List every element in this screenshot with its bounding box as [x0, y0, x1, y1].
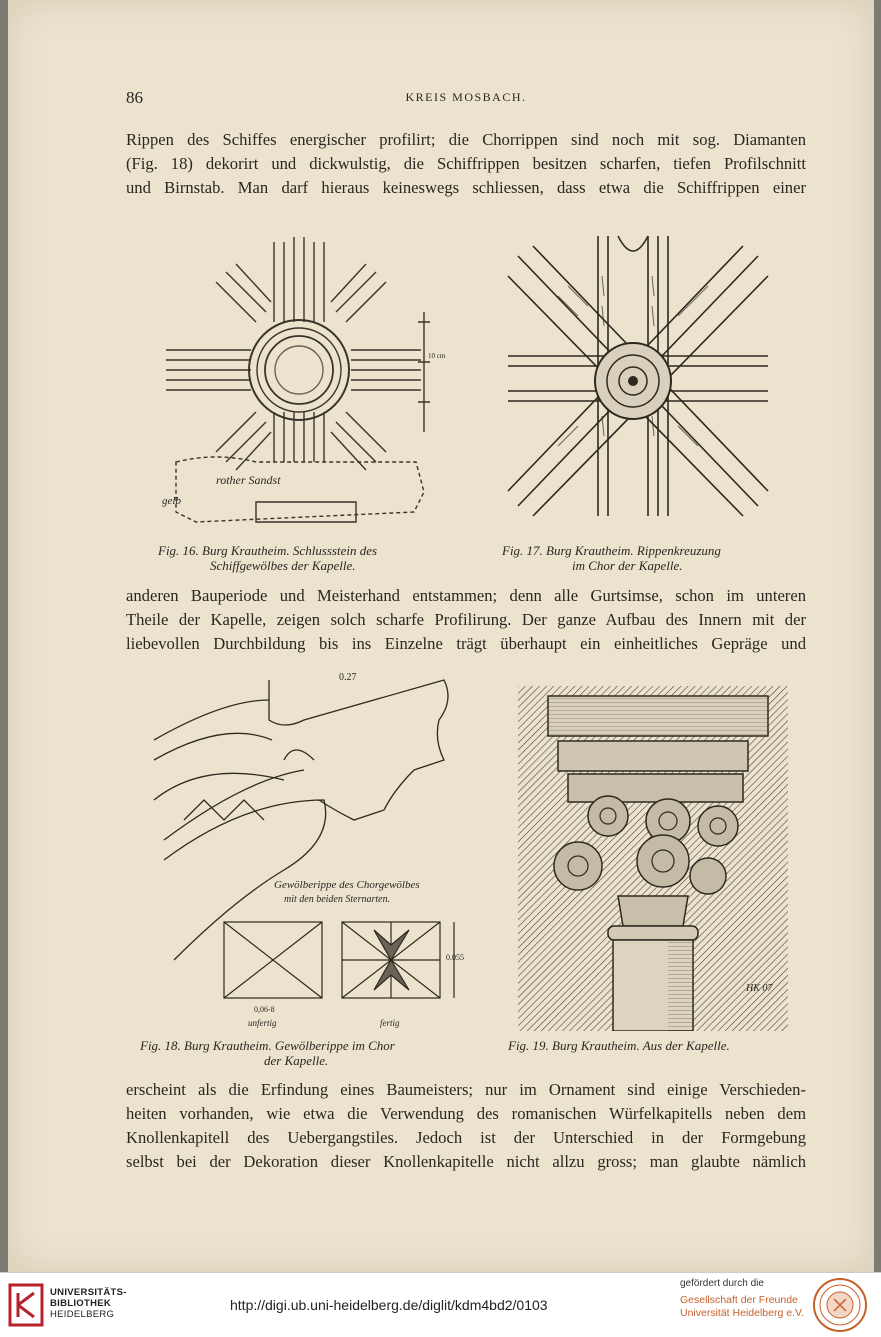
annotation-title-2: mit den beiden Sternarten.: [284, 894, 391, 905]
figure-17-rib-crossing: [498, 216, 783, 536]
library-logo-icon: [8, 1283, 44, 1327]
text-line: heiten vorhanden, wie etwa die Verwendung des romanischen Würfelkapitells neben dem: [126, 1104, 806, 1123]
text-line: selbst bei der Dekoration dieser Knollenkapitelle nicht allzu gross; man glaubte nämlich: [126, 1152, 806, 1171]
viewer-footer: [0, 1272, 881, 1337]
caption-line: Fig. 17. Burg Krautheim. Rippenkreuzung: [502, 543, 721, 558]
page-header: [126, 88, 806, 112]
caption-line: Fig. 18. Burg Krautheim. Gewölberippe im Chor: [140, 1038, 395, 1053]
page-number: 86: [126, 88, 143, 107]
text-line: Rippen des Schiffes energischer profilirt; die Chorrippen sind noch mit sog. Diamanten: [126, 130, 806, 149]
annotation-stone: rother Sandst: [216, 473, 281, 487]
university-seal-icon: [812, 1277, 868, 1333]
caption-line: im Chor der Kapelle.: [572, 558, 683, 573]
annotation-dim: 0.055: [446, 953, 464, 962]
annotation-unfertig: unfertig: [248, 1018, 277, 1028]
text-line: und Birnstab. Man darf hieraus keineswegs schliessen, dass etwa die Schiffrippen einer: [126, 178, 806, 197]
text-line: (Fig. 18) dekorirt und dickwulstig, die Schiffrippen besitzen scharfen, tiefen Profilschnitt: [126, 154, 806, 173]
library-name-line: UNIVERSITÄTS-: [50, 1287, 127, 1298]
paragraph-3: [126, 1078, 806, 1174]
keystone-drawing: [156, 222, 446, 537]
library-name-line: HEIDELBERG: [50, 1309, 115, 1320]
annotation-title-1: Gewölberippe des Chorgewölbes: [274, 879, 420, 891]
figure-19-capital: [518, 686, 788, 1031]
society-name: [680, 1294, 804, 1320]
society-name-line: Universität Heidelberg e.V.: [680, 1307, 804, 1319]
funded-by-text: gefördert durch die: [680, 1278, 764, 1289]
annotation-top: 0.27: [339, 672, 357, 683]
figure-18-caption: [140, 1038, 480, 1068]
artist-signature: HK 07: [746, 983, 773, 994]
rib-crossing-drawing: [498, 216, 783, 536]
figure-18-rib-sketch: [144, 660, 479, 1035]
capital-engraving: [518, 686, 788, 1031]
text-line: Theile der Kapelle, zeigen solch scharfe Profilirung. Der ganze Aufbau des Innern mit der: [126, 610, 806, 629]
caption-line: Schiffgewölbes der Kapelle.: [210, 558, 356, 573]
library-name-line: BIBLIOTHEK: [50, 1298, 112, 1309]
rib-sketch-drawing: [144, 660, 479, 1035]
annotation-scale: 10 cm: [428, 352, 446, 360]
text-line: erscheint als die Erfindung eines Baumeisters; nur im Ornament sind einige Verschieden-: [126, 1080, 806, 1099]
figure-16-caption: [158, 543, 458, 573]
society-name-line: Gesellschaft der Freunde: [680, 1294, 798, 1306]
library-name: [50, 1287, 127, 1320]
paragraph-1: [126, 128, 806, 200]
text-line: anderen Bauperiode und Meisterhand entstammen; denn alle Gurtsimse, schon im unteren: [126, 586, 806, 605]
annotation-fertig: fertig: [380, 1018, 400, 1028]
figure-19-caption: Fig. 19. Burg Krautheim. Aus der Kapelle.: [508, 1038, 730, 1053]
book-page: [8, 0, 874, 1272]
paragraph-2: [126, 584, 806, 656]
caption-line: Fig. 16. Burg Krautheim. Schlussstein des: [158, 543, 378, 558]
permalink-url[interactable]: http://digi.ub.uni-heidelberg.de/diglit/kdm4bd2/0103: [230, 1297, 548, 1313]
text-line: Knollenkapitell des Uebergangstiles. Jedoch ist der Unterschied in der Formgebung: [126, 1128, 806, 1147]
running-head: KREIS MOSBACH.: [405, 90, 527, 104]
caption-line: der Kapelle.: [264, 1053, 329, 1068]
annotation-gelb: gelb: [162, 495, 181, 507]
figure-17-caption: [502, 543, 802, 573]
text-line: liebevollen Durchbildung bis ins Einzelne trägt überhaupt ein einheitliches Gepräge und: [126, 634, 806, 653]
figure-16-keystone: [156, 222, 446, 537]
annotation-width: 0,06-8: [254, 1005, 275, 1014]
